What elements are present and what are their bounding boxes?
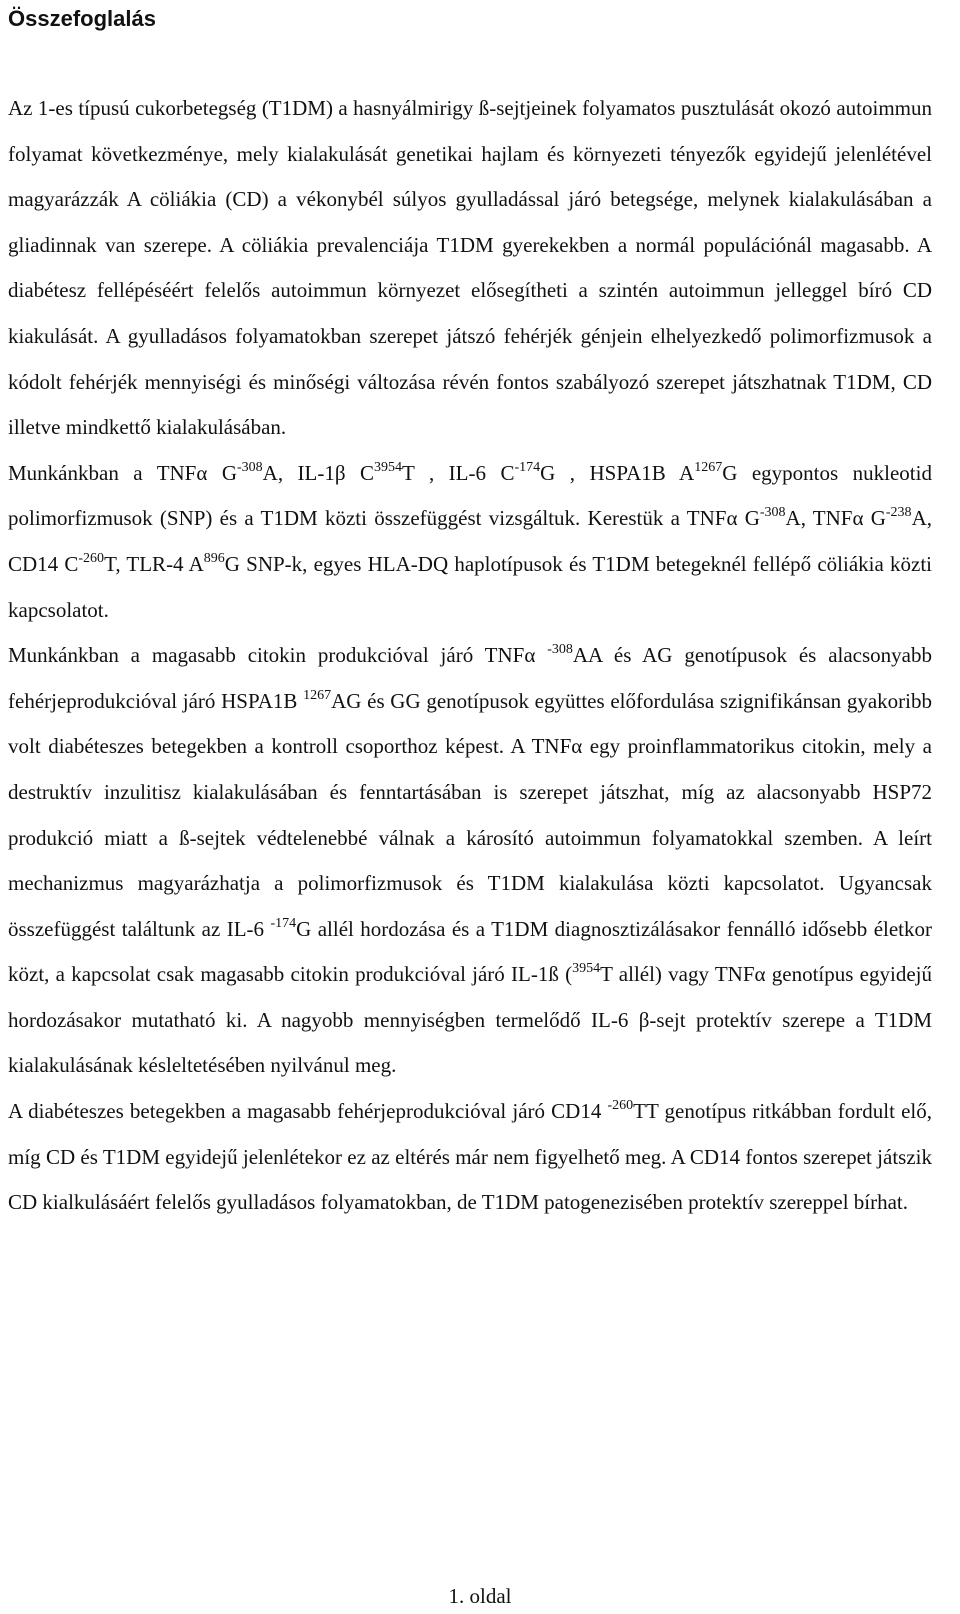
paragraph-text: T, TLR-4 A	[104, 551, 204, 576]
paragraph-text: T allél) vagy TNFα genotípus egyidejű hordozásakor mutatható ki. A nagyobb mennyiségben termelődő IL-6 β-sejt protektív szerepe a T1DM kialakulásának késleltetésében nyilvánul meg.	[8, 962, 932, 1078]
superscript-position: -238	[885, 505, 912, 521]
paragraph-text: A, TNFα G	[785, 506, 886, 531]
summary-paragraph	[8, 86, 932, 451]
paragraph-text: A diabéteszes betegekben a magasabb fehérjeprodukcióval járó CD14	[8, 1099, 608, 1124]
summary-paragraph	[8, 451, 932, 633]
paragraph-text: A, CD14 C	[8, 506, 932, 576]
paragraph-text: Munkánkban a magasabb citokin produkcióval járó TNFα	[8, 643, 548, 668]
superscript-position: -308	[759, 505, 786, 521]
paragraph-text: G , HSPA1B A	[540, 460, 695, 485]
paragraph-text: T , IL-6 C	[402, 460, 515, 485]
summary-paragraph	[8, 633, 932, 1089]
superscript-position: -308	[547, 642, 573, 658]
paragraph-text: G egypontos nukleotid polimorfizmusok (SNP) és a T1DM közti összefüggést vizsgáltuk. Kerestük a TNFα G	[8, 460, 932, 531]
paragraph-text: G SNP-k, egyes HLA-DQ haplotípusok és T1DM betegeknél fellépő cöliákia közti kapcsolatot.	[8, 551, 933, 622]
superscript-position: 1267	[303, 687, 332, 703]
superscript-position: -174	[514, 459, 541, 475]
paragraph-text: G allél hordozása és a T1DM diagnosztizálásakor fennálló idősebb életkor közt, a kapcsolat csak magasabb citokin produkcióval járó IL-1ß (	[8, 916, 932, 987]
superscript-position: -308	[237, 459, 263, 475]
paragraph-text: Munkánkban a TNFα G	[8, 460, 237, 485]
superscript-position: -260	[607, 1098, 634, 1114]
paragraph-text: AA és AG genotípusok és alacsonyabb fehérjeprodukcióval járó HSPA1B	[8, 643, 932, 713]
superscript-position: 3954	[572, 961, 601, 977]
paragraph-text: AG és GG genotípusok együttes előfordulása szignifikánsan gyakoribb volt diabéteszes betegekben a kontroll csoporthoz képest. A TNFα egy proinflammatorikus citokin, mely a destruktív inzulitisz kialakulásában és fenntartásában is szerepet játszhat, míg az alacsonyabb HSP72 produkció miatt a ß-sejtek védtelenebbé válnak a károsító autoimmun folyamatokkal szemben. A leírt mechanizmus magyarázhatja a polimorfizmusok és T1DM kialakulása közti kapcsolatot. Ugyancsak összefüggést találtunk az IL-6	[8, 688, 932, 941]
superscript-position: -174	[270, 915, 297, 931]
superscript-position: 1267	[694, 459, 723, 475]
summary-paragraph	[8, 1089, 932, 1226]
paragraph-text: Az 1-es típusú cukorbetegség (T1DM) a hasnyálmirigy ß-sejtjeinek folyamatos pusztulását okozó autoimmun folyamat következménye, mely kialakulását genetikai hajlam és környezeti tényezők egyidejű jelenlétével magyarázzák A cöliákia (CD) a vékonybél súlyos gyulladással járó betegsége, melynek kialakulásában a gliadinnak van szerepe. A cöliákia prevalenciája T1DM gyerekekben a normál populációnál magasabb. A diabétesz fellépéséért felelős autoimmun környezet elősegítheti a szintén autoimmun jelleggel bíró CD kiakulását. A gyulladásos folyamatokban szerepet játszó fehérjék génjein elhelyezkedő polimorfizmusok a kódolt fehérjék mennyiségi és minőségi változása révén fontos szabályozó szerepet játszhatnak T1DM, CD illetve mindkettő kialakulásában.	[8, 96, 932, 440]
page-number: 1. oldal	[448, 1584, 512, 1608]
summary-body	[8, 86, 932, 1226]
superscript-position: -260	[78, 550, 105, 566]
section-title: Összefoglalás	[8, 6, 156, 31]
superscript-position: 3954	[374, 459, 403, 475]
superscript-position: 896	[203, 550, 225, 566]
paragraph-text: TT genotípus ritkábban fordult elő, míg CD és T1DM egyidejű jelenlétekor ez az eltérés már nem figyelhető meg. A CD14 fontos szerepet játszik CD kialkulásáért felelős gyulladásos folyamatokban, de T1DM patogenezisében protektív szereppel bírhat.	[8, 1099, 932, 1215]
paragraph-text: A, IL-1β C	[262, 460, 375, 485]
